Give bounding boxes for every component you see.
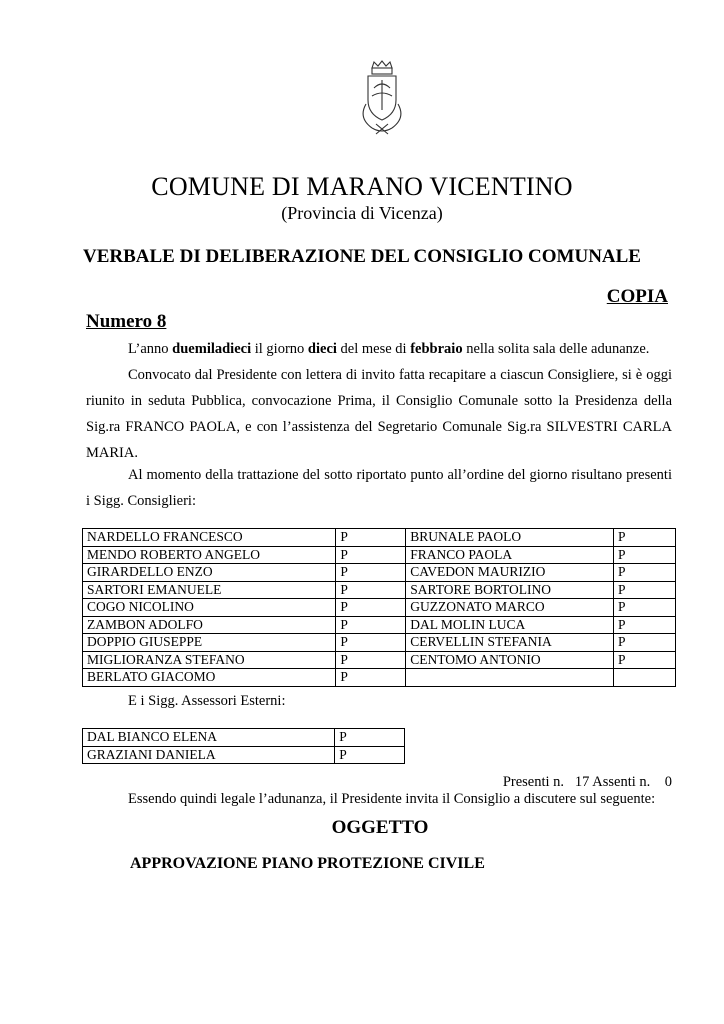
status-cell: P: [335, 746, 405, 764]
name-cell: DAL MOLIN LUCA: [406, 616, 614, 634]
subject-text: APPROVAZIONE PIANO PROTEZIONE CIVILE: [130, 855, 485, 872]
status-cell: P: [336, 581, 406, 599]
status-cell: P: [613, 634, 675, 652]
deliberation-number: Numero 8: [86, 311, 167, 332]
name-cell: COGO NICOLINO: [83, 599, 336, 617]
table-row: [83, 564, 676, 582]
subject-heading: OGGETTO: [331, 817, 429, 838]
councillors-table: [82, 528, 676, 687]
table-row: [83, 599, 676, 617]
name-cell: BERLATO GIACOMO: [83, 669, 336, 687]
status-cell: [613, 669, 675, 687]
status-cell: P: [336, 651, 406, 669]
status-cell: P: [613, 529, 675, 547]
name-cell: MENDO ROBERTO ANGELO: [83, 546, 336, 564]
status-cell: P: [613, 581, 675, 599]
province-name: (Provincia di Vicenza): [281, 203, 443, 223]
status-cell: P: [336, 669, 406, 687]
day-text: dieci: [307, 341, 337, 357]
table-row: [83, 729, 405, 747]
table-row: [83, 651, 676, 669]
table-row: [83, 616, 676, 634]
name-cell: SARTORE BORTOLINO: [406, 581, 614, 599]
status-cell: P: [336, 564, 406, 582]
table-row: [83, 581, 676, 599]
status-cell: P: [335, 729, 405, 747]
date-paragraph: L’anno duemiladieci il giorno dieci del mese di febbraio nella solita sala delle adunanze.: [128, 341, 650, 357]
name-cell: ZAMBON ADOLFO: [83, 616, 336, 634]
attendance-summary: Presenti n. 17 Assenti n. 0: [502, 774, 672, 790]
name-cell: CAVEDON MAURIZIO: [406, 564, 614, 582]
name-cell: [406, 669, 614, 687]
name-cell: NARDELLO FRANCESCO: [83, 529, 336, 547]
name-cell: SARTORI EMANUELE: [83, 581, 336, 599]
quorum-statement: Essendo quindi legale l’adunanza, il Presidente invita il Consiglio a discutere sul seguente:: [128, 791, 656, 807]
year-text: duemiladieci: [172, 341, 252, 357]
municipality-name: COMUNE DI MARANO VICENTINO: [151, 172, 573, 201]
status-cell: P: [613, 651, 675, 669]
status-cell: P: [613, 616, 675, 634]
status-cell: P: [336, 616, 406, 634]
name-cell: GRAZIANI DANIELA: [83, 746, 335, 764]
name-cell: CENTOMO ANTONIO: [406, 651, 614, 669]
name-cell: DAL BIANCO ELENA: [83, 729, 335, 747]
assessors-label: E i Sigg. Assessori Esterni:: [128, 693, 286, 709]
name-cell: BRUNALE PAOLO: [406, 529, 614, 547]
table-row: [83, 529, 676, 547]
name-cell: DOPPIO GIUSEPPE: [83, 634, 336, 652]
convocation-paragraph: Convocato dal Presidente con lettera di invito fatta recapitare a ciascun Consigliere, si è oggi riunito in seduta Pubblica, convocazione Prima, il Consiglio Comunale sotto la Presidenza della Sig.ra FRANCO PAOLA, e con l’assistenza del Segretario Comunale Sig.ra SILVESTRI CARLA MARIA.: [86, 367, 672, 461]
absent-count: 0: [664, 774, 672, 790]
month-text: febbraio: [410, 341, 463, 357]
table-row: [83, 669, 676, 687]
name-cell: GIRARDELLO ENZO: [83, 564, 336, 582]
name-cell: MIGLIORANZA STEFANO: [83, 651, 336, 669]
attendance-paragraph: Al momento della trattazione del sotto riportato punto all’ordine del giorno risultano presenti i Sigg. Consiglieri:: [86, 467, 672, 509]
status-cell: P: [613, 564, 675, 582]
status-cell: P: [613, 599, 675, 617]
status-cell: P: [336, 546, 406, 564]
table-row: [83, 746, 405, 764]
copy-label: COPIA: [606, 286, 668, 307]
status-cell: P: [336, 529, 406, 547]
assessors-table: [82, 728, 405, 764]
name-cell: CERVELLIN STEFANIA: [406, 634, 614, 652]
status-cell: P: [613, 546, 675, 564]
table-row: [83, 546, 676, 564]
document-type-heading: VERBALE DI DELIBERAZIONE DEL CONSIGLIO COMUNALE: [83, 246, 641, 267]
municipal-coat-of-arms-icon: [352, 60, 412, 140]
name-cell: FRANCO PAOLA: [406, 546, 614, 564]
table-row: [83, 634, 676, 652]
present-count: 17: [574, 774, 590, 790]
status-cell: P: [336, 599, 406, 617]
status-cell: P: [336, 634, 406, 652]
name-cell: GUZZONATO MARCO: [406, 599, 614, 617]
